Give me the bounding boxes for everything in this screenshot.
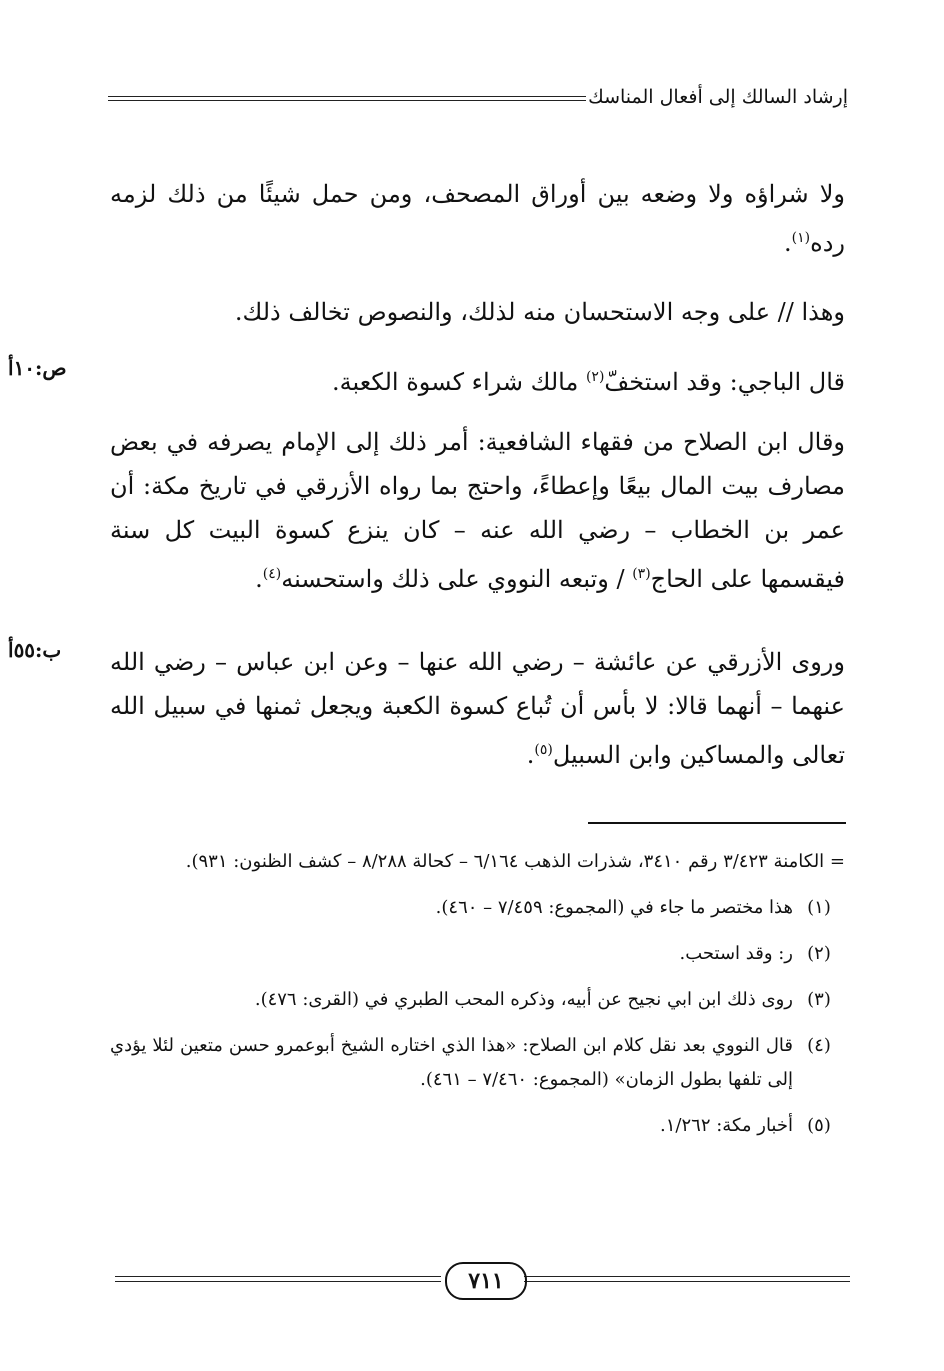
footnote-number: (٢): [807, 943, 831, 964]
paragraph-text: .: [784, 229, 792, 257]
footnote-ref[interactable]: (٤): [262, 566, 282, 582]
footnote-ref[interactable]: (١): [791, 230, 811, 246]
page-number: ٧١١: [445, 1262, 527, 1300]
footnote-item: [110, 983, 845, 1017]
footnote-item: [110, 1029, 845, 1097]
footnote-text: قال النووي بعد نقل كلام ابن الصلاح: «هذا الذي اختاره الشيخ أبوعمرو حسن متعين لئلا يؤدي إلى تلفها بطول الزمان» (المجموع: ٧/٤٦٠ – ٤٦١).: [110, 1035, 793, 1090]
footer-rule: [524, 1276, 850, 1277]
footnote-item: [110, 891, 845, 925]
margin-note: ص:١٠أ: [8, 356, 67, 380]
footnote-ref[interactable]: (٥): [534, 742, 553, 758]
footer-rule: [115, 1281, 441, 1282]
paragraph-4: [110, 420, 845, 601]
footer-rule: [115, 1276, 441, 1277]
paragraph-text: ولا شراؤه ولا وضعه بين أوراق المصحف، ومن حمل شيئًا من ذلك لزمه رده: [110, 180, 845, 257]
running-header: [108, 86, 848, 116]
paragraph-text: / وتبعه النووي على ذلك واستحسنه: [281, 565, 633, 593]
footnote-ref[interactable]: (٢): [585, 369, 605, 385]
footnote-number: (١): [807, 897, 831, 918]
footer-rule: [524, 1281, 850, 1282]
paragraph-text: قال الباجي: وقد استخفّ: [604, 368, 845, 396]
header-rule: [108, 96, 586, 97]
footnote-number: (٤): [807, 1035, 831, 1056]
paragraph-2: [110, 290, 845, 334]
footnote-number: (٣): [807, 989, 831, 1010]
footnotes: [110, 845, 845, 1155]
header-title: إرشاد السالك إلى أفعال المناسك: [588, 86, 848, 108]
footnote-separator: [588, 822, 846, 824]
header-rule: [108, 100, 586, 101]
footnote-text: أخبار مكة: ١/٢٦٢.: [660, 1115, 793, 1136]
paragraph-text: .: [526, 741, 535, 769]
paragraph-text: .: [255, 565, 263, 593]
footnote-text: ر: وقد استحب.: [679, 943, 793, 964]
footnote-ref[interactable]: (٣): [632, 566, 651, 582]
paragraph-text: وهذا // على وجه الاستحسان منه لذلك، والنصوص تخالف ذلك.: [234, 298, 845, 326]
paragraph-1: [110, 172, 845, 265]
paragraph-5: [110, 640, 845, 777]
footnote-continuation: = الكامنة ٣/٤٢٣ رقم ٣٤١٠، شذرات الذهب ٦/١٦٤ – كحالة ٨/٢٨٨ – كشف الظنون: ٩٣١).: [185, 851, 845, 872]
footnote-text: روى ذلك ابن ابي نجيح عن أبيه، وذكره المحب الطبري في (القرى: ٤٧٦).: [254, 989, 793, 1010]
footnote-item: [110, 937, 845, 971]
margin-note: ب:٥٥أ: [8, 638, 62, 662]
page-footer: [115, 1262, 850, 1302]
paragraph-text: وقال ابن الصلاح من فقهاء الشافعية: أمر ذلك إلى الإمام يصرفه في بعض مصارف بيت المال بيعًا وإعطاءً، واحتج بما رواه الأزرقي في تاريخ مكة: أن عمر بن الخطاب – رضي الله عنه – كان ينزع كسوة البيت كل سنة فيقسمها على الحاج: [110, 428, 845, 593]
footnote-item: [110, 1109, 845, 1143]
paragraph-text: مالك شراء كسوة الكعبة.: [332, 368, 586, 396]
paragraph-text: وروى الأزرقي عن عائشة – رضي الله عنها – وعن ابن عباس – رضي الله عنهما – أنهما قالا: لا بأس أن تُباع كسوة الكعبة ويجعل ثمنها في سبيل الله تعالى والمساكين وابن السبيل: [110, 648, 845, 769]
footnote-number: (٥): [807, 1115, 831, 1136]
paragraph-3: [110, 355, 845, 404]
footnote-text: هذا مختصر ما جاء في (المجموع: ٧/٤٥٩ – ٤٦٠).: [435, 897, 793, 918]
